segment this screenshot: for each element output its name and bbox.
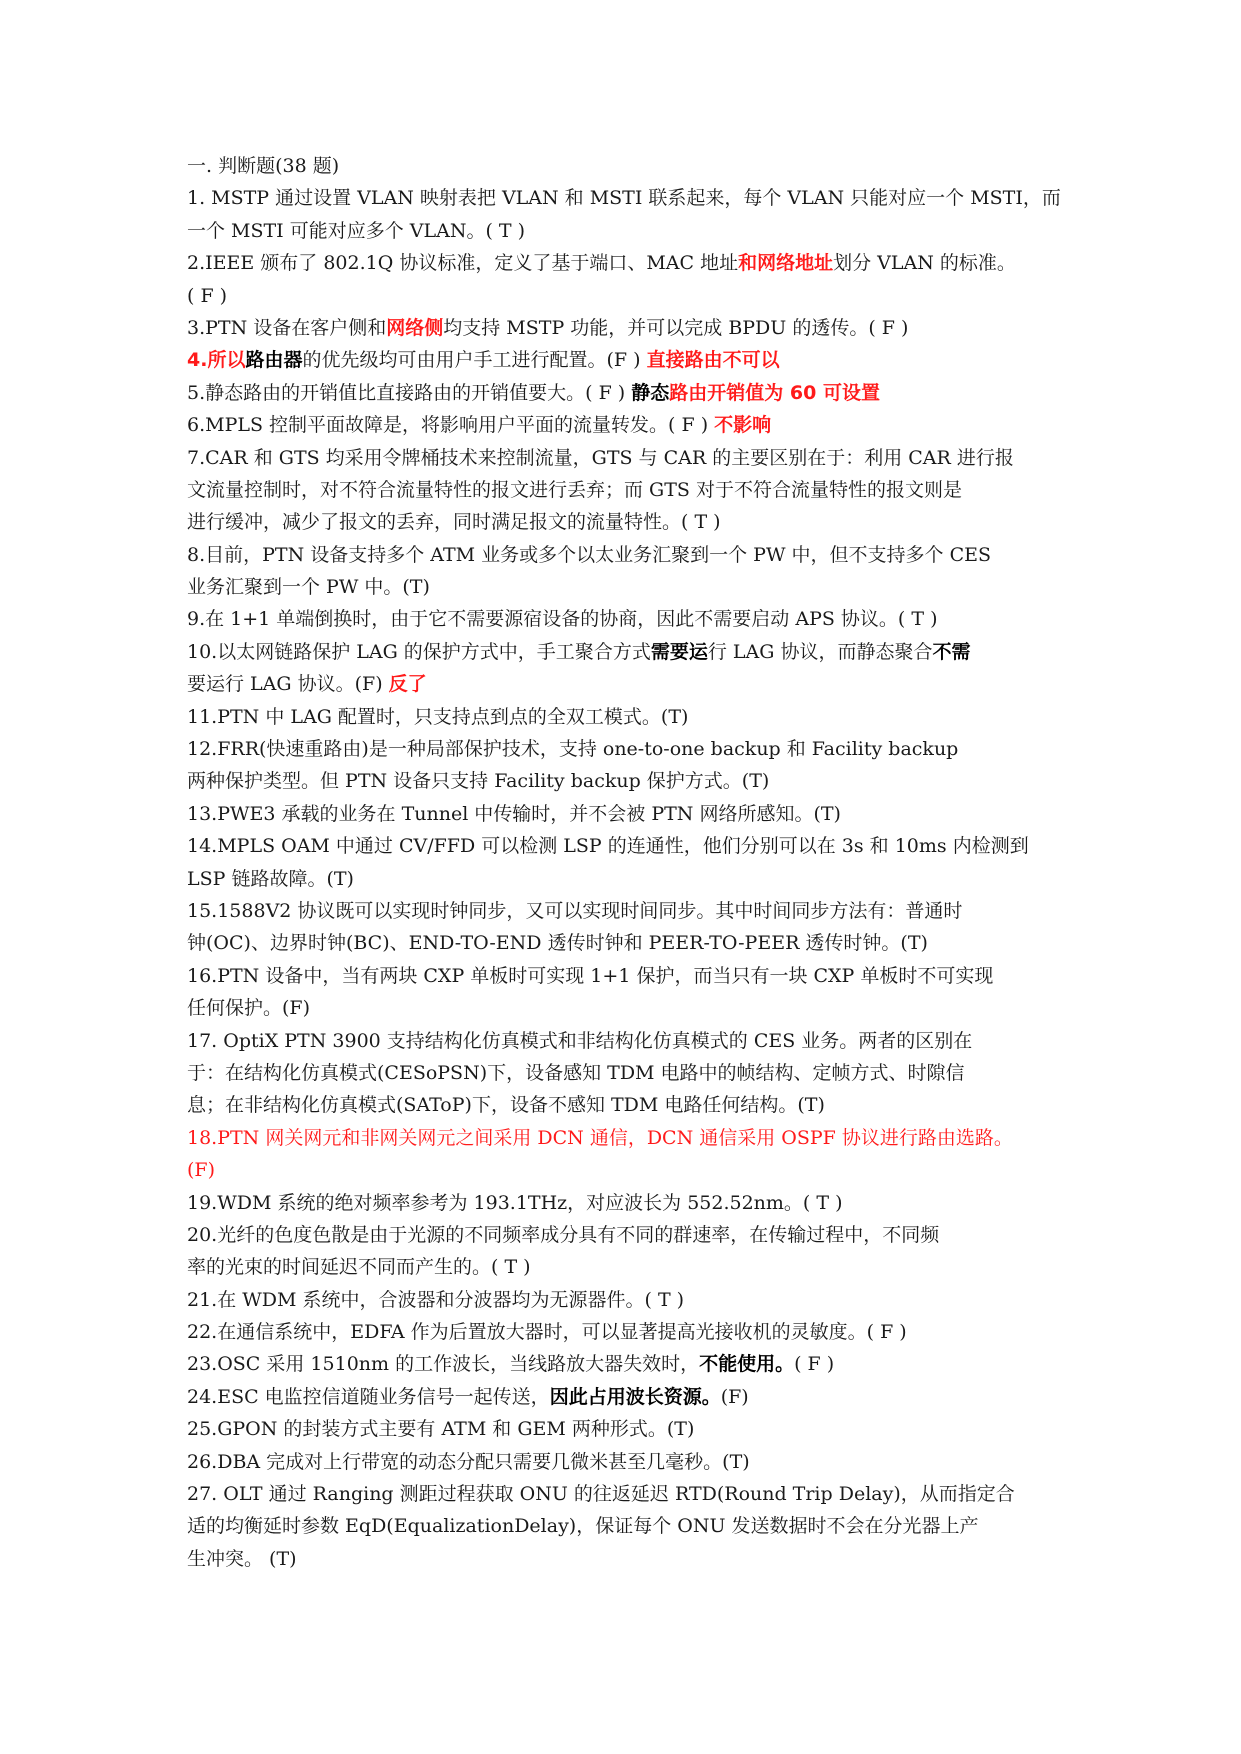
question-line [187,1122,1067,1154]
question-line [187,409,1067,441]
question-line [187,1413,1067,1445]
highlighted-text-run: 和网络地址 [738,252,834,275]
question-line [187,960,1067,992]
highlighted-text-run: (F) [187,1159,216,1182]
text-run: 23.OSC 采用 1510nm 的工作波长，当线路放大器失效时， [187,1353,700,1376]
question-line [187,442,1067,474]
text-run: 于：在结构化仿真模式(CESoPSN)下，设备感知 TDM 电路中的帧结构、定帧方式、时隙信 [187,1061,965,1084]
question-line [187,1348,1067,1380]
text-run: 25.GPON 的封装方式主要有 ATM 和 GEM 两种形式。(T) [187,1418,695,1441]
highlighted-text-run: 路由器 [245,349,303,372]
text-run: 22.在通信系统中，EDFA 作为后置放大器时，可以显著提高光接收机的灵敏度。( F ) [187,1321,907,1344]
question-line [187,895,1067,927]
question-line [187,1187,1067,1219]
text-run: 3.PTN 设备在客户侧和 [187,316,387,339]
text-run: 生冲突。 (T) [187,1547,297,1570]
text-run: 16.PTN 设备中，当有两块 CXP 单板时可实现 1+1 保护，而当只有一块 CXP 单板时不可实现 [187,964,994,987]
text-run: 适的均衡延时参数 EqD(EqualizationDelay)，保证每个 ONU 发送数据时不会在分光器上产 [187,1515,979,1538]
question-line [187,765,1067,797]
question-line [187,247,1067,279]
highlighted-text-run: 路由开销值为 60 可设置 [669,381,880,404]
question-line [187,992,1067,1024]
text-run: (F) [720,1385,749,1408]
highlighted-text-run: 不影响 [714,414,772,437]
highlighted-text-run: 不能使用。 [699,1353,795,1376]
highlighted-text-run: 需要运 [650,640,708,663]
text-run: 业务汇聚到一个 PW 中。(T) [187,576,430,599]
text-run: 率的光束的时间延迟不同而产生的。( T ) [187,1256,531,1279]
question-line [187,1219,1067,1251]
highlighted-text-run: 反了 [388,673,427,696]
highlighted-text-run: 所以 [207,349,246,372]
text-run: 划分 VLAN 的标准。 [833,252,1016,275]
text-run: 6.MPLS 控制平面故障是，将影响用户平面的流量转发。( F ) [187,414,715,437]
text-run: 27. OLT 通过 Ranging 测距过程获取 ONU 的往返延迟 RTD(Round Trip Delay)，从而指定合 [187,1483,1015,1506]
document-body [187,150,1067,1575]
text-run: 一个 MSTI 可能对应多个 VLAN。( T ) [187,219,526,242]
question-line [187,215,1067,247]
highlighted-text-run: 因此占用波长资源。 [549,1385,721,1408]
text-run: 11.PTN 中 LAG 配置时，只支持点到点的全双工模式。(T) [187,705,689,728]
question-line [187,1057,1067,1089]
text-run: 19.WDM 系统的绝对频率参考为 193.1THz，对应波长为 552.52nm。( T ) [187,1191,843,1214]
question-line [187,798,1067,830]
text-run: LSP 链路故障。(T) [187,867,354,890]
text-run: 17. OptiX PTN 3900 支持结构化仿真模式和非结构化仿真模式的 CES 业务。两者的区别在 [187,1029,973,1052]
question-line [187,474,1067,506]
question-line [187,1089,1067,1121]
text-run: 14.MPLS OAM 中通过 CV/FFD 可以检测 LSP 的连通性，他们分别可以在 3s 和 10ms 内检测到 [187,835,1029,858]
question-line [187,182,1067,214]
question-line [187,863,1067,895]
text-run: 13.PWE3 承载的业务在 Tunnel 中传输时，并不会被 PTN 网络所感知。(T) [187,802,841,825]
section-heading [187,150,1067,182]
text-run: 20.光纤的色度色散是由于光源的不同频率成分具有不同的群速率，在传输过程中，不同频 [187,1223,940,1246]
question-line [187,1316,1067,1348]
highlighted-text-run: 不需 [932,640,971,663]
text-run: 文流量控制时，对不符合流量特性的报文进行丢弃；而 GTS 对于不符合流量特性的报文则是 [187,478,962,501]
highlighted-text-run: 静态 [631,381,670,404]
question-line [187,733,1067,765]
text-run: ( F ) [794,1353,835,1376]
question-line [187,1025,1067,1057]
text-run: 5.静态路由的开销值比直接路由的开销值要大。( F ) [187,381,632,404]
text-run: 任何保护。(F) [187,997,311,1020]
question-line [187,636,1067,668]
highlighted-text-run: 18.PTN 网关网元和非网关网元之间采用 DCN 通信，DCN 通信采用 OSPF 协议进行路由选路。 [187,1126,1013,1149]
question-line [187,539,1067,571]
text-run: 均支持 MSTP 功能，并可以完成 BPDU 的透传。( F ) [443,316,909,339]
text-run: 10.以太网链路保护 LAG 的保护方式中，手工聚合方式 [187,640,651,663]
text-run: ( F ) [187,284,228,307]
question-line [187,603,1067,635]
text-run: 8.目前，PTN 设备支持多个 ATM 业务或多个以太业务汇聚到一个 PW 中，但不支持多个 CES [187,543,991,566]
question-line [187,571,1067,603]
question-line [187,344,1067,376]
text-run: 要运行 LAG 协议。(F) [187,673,389,696]
text-run: 一. 判断题(38 题) [187,155,340,177]
text-run: 1. MSTP 通过设置 VLAN 映射表把 VLAN 和 MSTI 联系起来，每个 VLAN 只能对应一个 MSTI，而 [187,187,1061,210]
text-run: 的优先级均可由用户手工进行配置。(F ) [302,349,647,372]
text-run: 9.在 1+1 单端倒换时，由于它不需要源宿设备的协商，因此不需要启动 APS 协议。( T ) [187,608,938,631]
question-line [187,1381,1067,1413]
question-line [187,280,1067,312]
highlighted-text-run: 直接路由不可以 [646,349,780,372]
text-run: 息；在非结构化仿真模式(SAToP)下，设备不感知 TDM 电路任何结构。(T) [187,1094,825,1117]
question-line [187,1446,1067,1478]
question-line [187,1543,1067,1575]
question-line [187,701,1067,733]
text-run: 24.ESC 电监控信道随业务信号一起传送， [187,1385,550,1408]
text-run: 12.FRR(快速重路由)是一种局部保护技术，支持 one-to-one backup 和 Facility backup [187,738,959,761]
question-line [187,1478,1067,1510]
text-run: 进行缓冲，减少了报文的丢弃，同时满足报文的流量特性。( T ) [187,511,721,534]
text-run: 两种保护类型。但 PTN 设备只支持 Facility backup 保护方式。(T) [187,770,770,793]
text-run: 26.DBA 完成对上行带宽的动态分配只需要几微米甚至几毫秒。(T) [187,1450,750,1473]
text-run: 7.CAR 和 GTS 均采用令牌桶技术来控制流量，GTS 与 CAR 的主要区别在于：利用 CAR 进行报 [187,446,1014,469]
question-line [187,830,1067,862]
question-line [187,377,1067,409]
question-line [187,312,1067,344]
question-line [187,506,1067,538]
question-line [187,1284,1067,1316]
text-run: 行 LAG 协议，而静态聚合 [707,640,933,663]
question-line [187,668,1067,700]
text-run: 21.在 WDM 系统中，合波器和分波器均为无源器件。( T ) [187,1288,685,1311]
question-line [187,1510,1067,1542]
text-run: 15.1588V2 协议既可以实现时钟同步，又可以实现时间同步。其中时间同步方法有：普通时 [187,899,963,922]
highlighted-text-run: 网络侧 [386,316,444,339]
question-line [187,927,1067,959]
text-run: 钟(OC)、边界时钟(BC)、END-TO-END 透传时钟和 PEER-TO-PEER 透传时钟。(T) [187,932,928,955]
highlighted-text-run: 4. [187,349,208,372]
question-line [187,1251,1067,1283]
text-run: 2.IEEE 颁布了 802.1Q 协议标准，定义了基于端口、MAC 地址 [187,252,739,275]
question-line [187,1154,1067,1186]
